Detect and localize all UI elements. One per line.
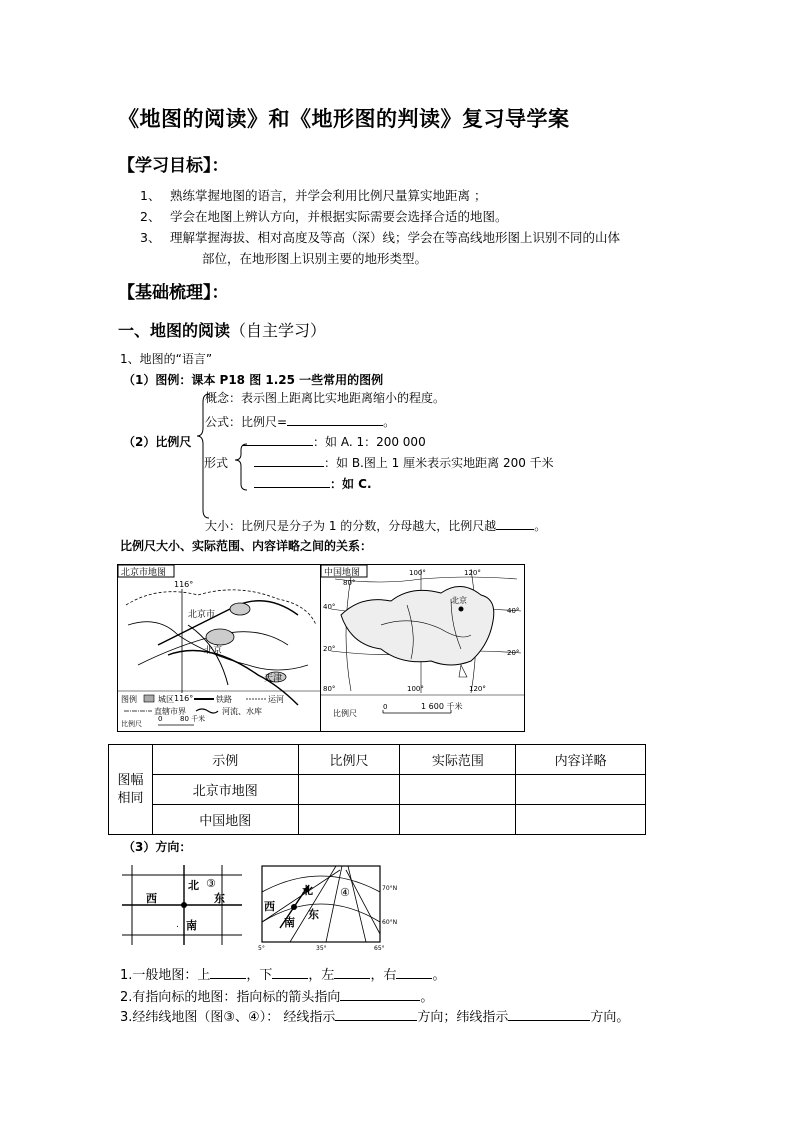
- scale-label: （2）比例尺: [123, 435, 192, 449]
- q2-prefix: 2.有指向标的地图：指向标的箭头指向: [120, 990, 341, 1005]
- form-a-line: [243, 433, 426, 450]
- q1-blank-right[interactable]: [396, 966, 432, 979]
- q1-prefix: 1.一般地图：上: [120, 968, 211, 983]
- q3-mid: 方向；纬线指示: [417, 1010, 509, 1025]
- th-detail: 内容详略: [516, 745, 646, 775]
- q3-prefix: 3.经纬线地图（图③、④）： 经线指示: [120, 1010, 336, 1025]
- china-map-drawing: [321, 565, 524, 731]
- form-b-line: [254, 454, 554, 471]
- goal-1-text: 熟练掌握地图的语言，并学会利用比例尺量算实地距离 ；: [170, 188, 487, 203]
- size-prefix: 大小：比例尺是分子为 1 的分数，分母越大，比例尺越: [205, 519, 497, 533]
- polar-mark: ④: [340, 886, 350, 899]
- table-row-header: 图幅相同: [109, 745, 153, 835]
- th-range: 实际范围: [400, 745, 516, 775]
- china-beijing: 北京: [451, 596, 467, 605]
- beijing-map-title: 北京市地图: [121, 568, 167, 578]
- form-label: 形式: [204, 456, 229, 470]
- scale-formula: [205, 413, 395, 430]
- svg-text:.: .: [176, 920, 179, 930]
- china-scale-value: 1 600 千米: [421, 702, 463, 711]
- formula-prefix: 公式：比例尺=: [205, 415, 288, 429]
- cell-example: 北京市地图: [152, 775, 298, 805]
- q2-blank[interactable]: [340, 988, 420, 1001]
- china-lat40r: 40°: [507, 607, 520, 615]
- bj-lon-top: 116°: [174, 580, 194, 589]
- direction-q2: [120, 986, 433, 1005]
- q1-blank-left[interactable]: [334, 966, 370, 979]
- china-lon100b: 100°: [407, 685, 424, 693]
- bj-scale-zero: 0: [158, 715, 163, 723]
- q1-blank-up[interactable]: [210, 966, 246, 979]
- polar-north: 北: [302, 884, 313, 897]
- china-scale-zero: 0: [383, 703, 388, 711]
- form-b-text: ：如 B.图上 1 厘米表示实地距离 200 千米: [324, 456, 554, 470]
- bj-legend-rail: 铁路: [216, 695, 232, 704]
- goal-3-num: 3、: [140, 230, 161, 245]
- direction-q1: [120, 964, 445, 983]
- scale-concept: 概念：表示图上距离比实地距离缩小的程度。: [205, 391, 446, 405]
- polar-lon5: 5°: [258, 945, 265, 952]
- table-row: [109, 775, 646, 805]
- scale-size: [205, 517, 546, 534]
- beijing-map: [117, 564, 321, 732]
- cell-detail[interactable]: [516, 775, 646, 805]
- bj-lon-bottom: 116°: [174, 694, 194, 703]
- bj-scale-value: 80 千米: [180, 715, 206, 723]
- grid-mark: ③: [206, 877, 216, 890]
- china-lat20: 20°: [323, 645, 336, 653]
- bj-city-beijingshi: 北京市: [188, 610, 216, 620]
- china-map: [320, 564, 525, 732]
- grid-north: 北: [188, 879, 199, 892]
- polar-west: 西: [264, 900, 275, 913]
- bj-legend-border: 直辖市界: [154, 707, 186, 716]
- bj-scale-label: 比例尺: [121, 720, 142, 728]
- beijing-map-drawing: [118, 565, 320, 731]
- page-title: 《地图的阅读》和《地形图的判读》复习导学案: [118, 107, 570, 131]
- cell-example: 中国地图: [152, 805, 298, 835]
- direction-heading: （3）方向：: [123, 840, 192, 854]
- bj-legend-canal: 运河: [268, 695, 284, 704]
- bj-city-beijing: 北京: [204, 646, 223, 656]
- part1-title: 一、地图的阅读: [118, 321, 231, 340]
- q1-left: ，左: [308, 968, 335, 983]
- form-a-blank[interactable]: [243, 433, 313, 446]
- q3-blank-1[interactable]: [335, 1008, 417, 1021]
- grid-east: 东: [214, 892, 225, 905]
- china-lon80b: 80°: [323, 685, 336, 693]
- cell-range[interactable]: [400, 775, 516, 805]
- bj-legend-city: 城区: [158, 695, 174, 704]
- cell-detail[interactable]: [516, 805, 646, 835]
- q2-end: 。: [420, 990, 434, 1005]
- part1-note: （自主学习）: [230, 321, 327, 340]
- form-a-text: ：如 A. 1：200 000: [313, 435, 426, 449]
- grid-south: 南: [186, 919, 197, 932]
- part1-heading: [118, 318, 326, 341]
- goals-heading: 【学习目标】：: [118, 156, 229, 176]
- bj-city-tianjin: 天津: [264, 674, 283, 684]
- goal-2-num: 2、: [140, 209, 161, 224]
- form-b-blank[interactable]: [254, 454, 324, 467]
- size-blank[interactable]: [496, 517, 534, 530]
- table-row: [109, 805, 646, 835]
- lang-title: 1、地图的“语言”: [120, 352, 213, 366]
- grid-west: 西: [146, 892, 157, 905]
- size-suffix: 。: [534, 519, 547, 533]
- polar-direction-diagram: [256, 862, 406, 952]
- bj-legend-river: 河流、水库: [222, 707, 262, 716]
- form-c-line: [254, 475, 372, 492]
- formula-suffix: 。: [383, 415, 396, 429]
- china-lon120b: 120°: [469, 685, 486, 693]
- q1-down: ，下: [246, 968, 273, 983]
- form-c-blank[interactable]: [254, 475, 330, 488]
- form-c-text: ：如 C.: [330, 477, 372, 491]
- polar-lat60: 60°N: [382, 919, 398, 926]
- th-example: 示例: [152, 745, 298, 775]
- polar-east: 东: [308, 908, 319, 921]
- cell-scale[interactable]: [298, 775, 400, 805]
- basics-heading: 【基础梳理】：: [118, 283, 229, 303]
- goal-2-text: 学会在地图上辨认方向，并根据实际需要会选择合适的地图。: [170, 209, 508, 224]
- china-lat20r: 20°: [507, 649, 520, 657]
- polar-south: 南: [284, 916, 295, 929]
- cell-scale[interactable]: [298, 805, 400, 835]
- q3-blank-2[interactable]: [508, 1008, 590, 1021]
- legend-line: （1）图例：课本 P18 图 1.25 一些常用的图例: [123, 373, 384, 387]
- q1-end: 。: [432, 968, 446, 983]
- formula-blank[interactable]: [287, 413, 383, 426]
- china-lat40: 40°: [323, 603, 336, 611]
- china-lon100: 100°: [409, 569, 426, 577]
- polar-lat70: 70°N: [382, 885, 398, 892]
- china-lon80: 80°: [343, 579, 356, 587]
- cell-range[interactable]: [400, 805, 516, 835]
- goal-1-num: 1、: [140, 188, 161, 203]
- grid-direction-diagram: [122, 865, 242, 945]
- polar-lon65: 65°: [374, 945, 385, 952]
- china-lon120: 120°: [464, 569, 481, 577]
- goal-3-cont: 部位，在地形图上识别主要的地形类型。: [202, 251, 428, 266]
- q3-end: 方向。: [590, 1010, 630, 1025]
- q1-right: ，右: [370, 968, 397, 983]
- relation-title: 比例尺大小、实际范围、内容详略之间的关系：: [120, 539, 373, 553]
- th-scale: 比例尺: [298, 745, 400, 775]
- direction-q3: [120, 1006, 629, 1025]
- china-scale-label: 比例尺: [333, 709, 357, 718]
- polar-lon35: 35°: [316, 945, 327, 952]
- comparison-table: [108, 744, 646, 835]
- bj-legend-title: 图例: [121, 695, 137, 704]
- goal-3-text: 理解掌握海拔、相对高度及等高（深）线；学会在等高线地形图上识别不同的山体: [170, 230, 621, 245]
- q1-blank-down[interactable]: [272, 966, 308, 979]
- china-map-title: 中国地图: [324, 568, 361, 578]
